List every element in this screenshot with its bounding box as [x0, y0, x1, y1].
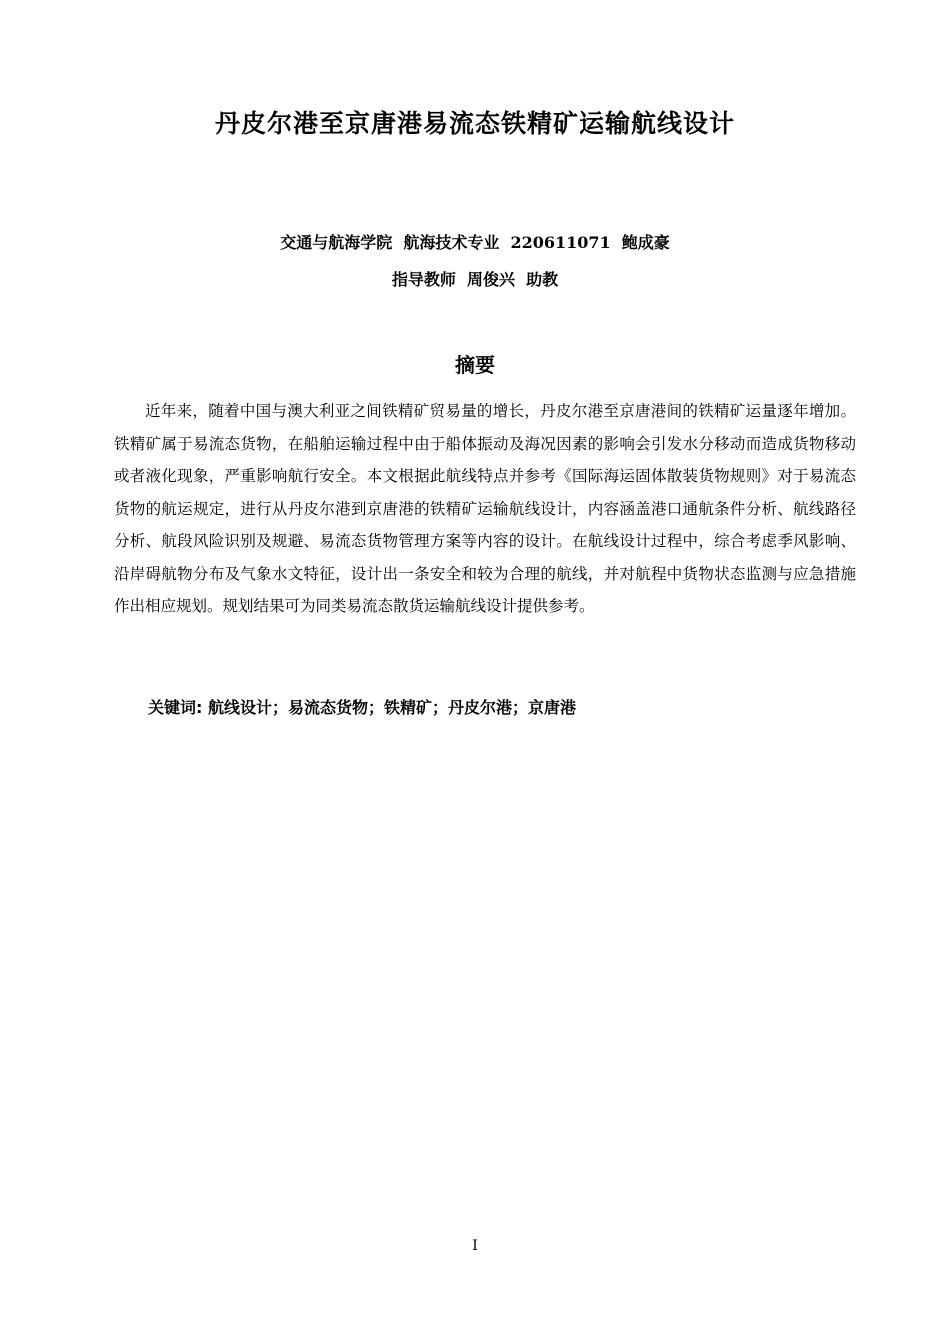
paper-title: 丹皮尔港至京唐港易流态铁精矿运输航线设计	[214, 109, 735, 138]
abstract-heading: 摘要	[455, 353, 495, 377]
abstract-body: 近年来，随着中国与澳大利亚之间铁精矿贸易量的增长，丹皮尔港至京唐港间的铁精矿运量逐年增加。铁精矿属于易流态货物，在船舶运输过程中由于船体振动及海况因素的影响会引发水分移动而造成货物移动或者液化现象，严重影响航行安全。本文根据此航线特点并参考《国际海运固体散装货物规则》对于易流态货物的航运规定，进行从丹皮尔港到京唐港的铁精矿运输航线设计，内容涵盖港口通航条件分析、航线路径分析、航段风险识别及规避、易流态货物管理方案等内容的设计。在航线设计过程中，综合考虑季风影响、沿岸碍航物分布及气象水文特征，设计出一条安全和较为合理的航线，并对航程中货物状态监测与应急措施作出相应规划。规划结果可为同类易流态散货运输航线设计提供参考。	[114, 402, 856, 615]
advisor-line: 指导教师 周俊兴 助教	[391, 270, 559, 289]
author-line: 交通与航海学院 航海技术专业 220611071 鲍成豪	[280, 233, 670, 252]
page-number: I	[472, 1238, 478, 1254]
keywords-line	[148, 695, 576, 718]
keywords-label: 关键词:	[148, 698, 203, 717]
keywords-text: 航线设计；易流态货物；铁精矿；丹皮尔港；京唐港	[202, 698, 576, 717]
